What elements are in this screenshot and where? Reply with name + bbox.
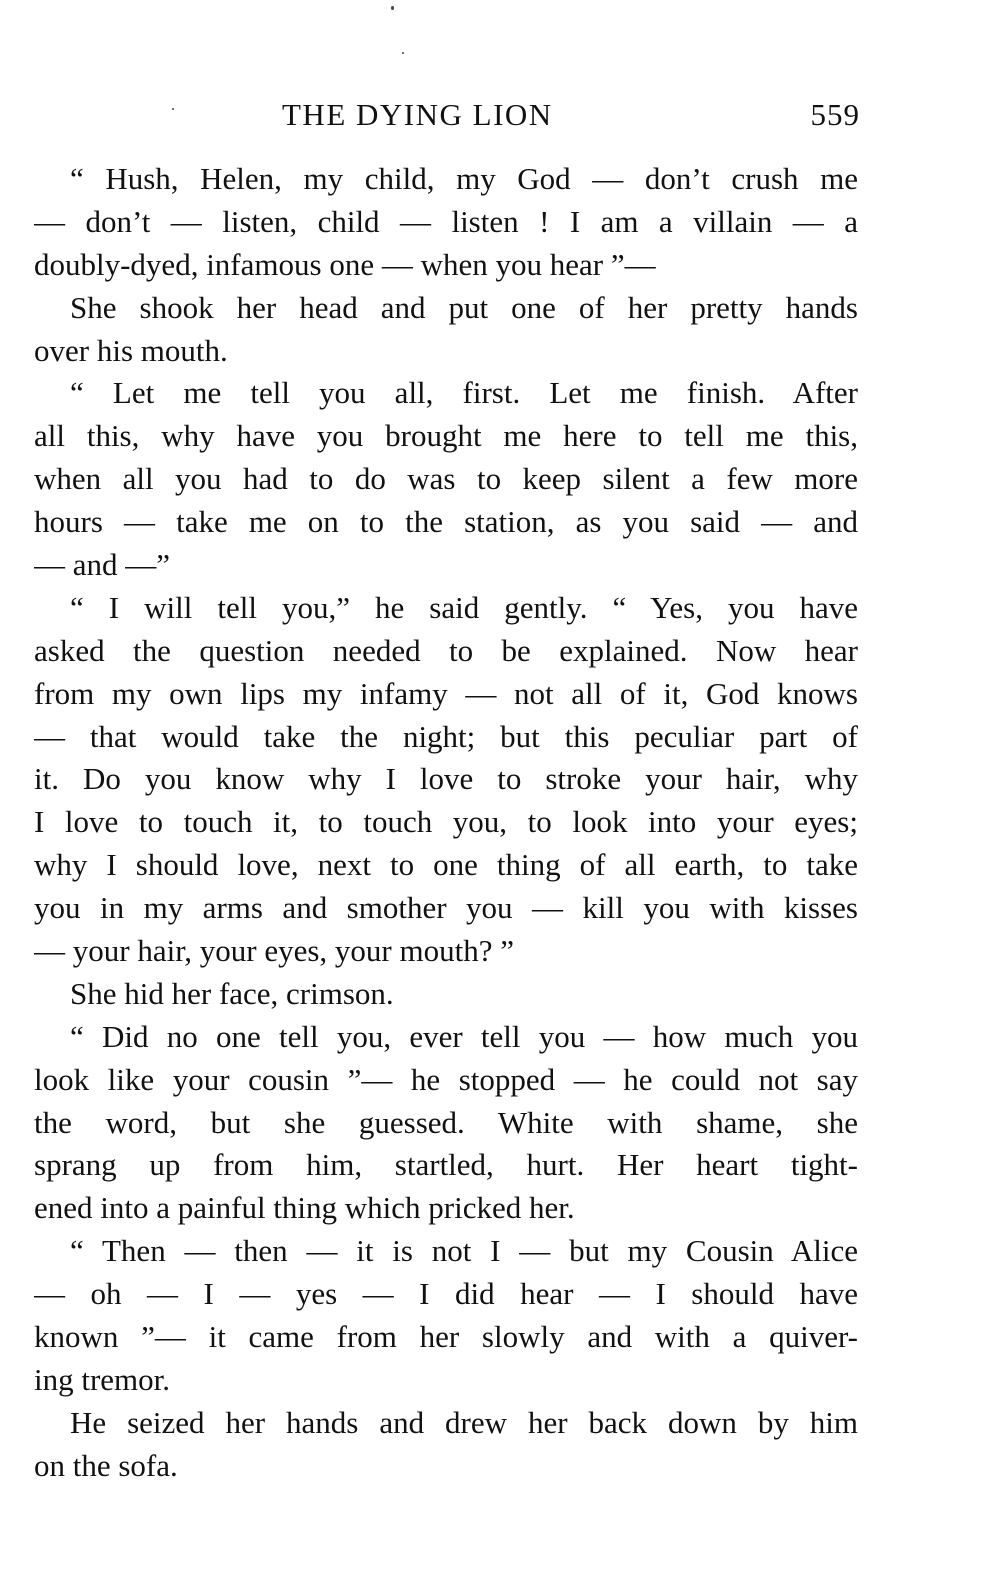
text-line: all this, why have you brought me here to tell me this,	[34, 418, 858, 454]
text-line: — oh — I — yes — I did hear — I should have	[34, 1276, 858, 1312]
text-line: hours — take me on to the station, as you said — and	[34, 504, 858, 540]
text-line: you in my arms and smother you — kill you with kisses	[34, 890, 858, 926]
text-line: when all you had to do was to keep silent a few more	[34, 461, 858, 497]
text-line: I love to touch it, to touch you, to look into your eyes;	[34, 804, 858, 840]
text-line: She shook her head and put one of her pretty hands	[70, 289, 858, 325]
text-line: it. Do you know why I love to stroke your hair, why	[34, 761, 858, 797]
text-line: “ Hush, Helen, my child, my God — don’t crush me	[70, 161, 858, 196]
text-line: why I should love, next to one thing of all earth, to take	[34, 847, 858, 883]
text-line: from my own lips my infamy — not all of it, God knows	[34, 675, 858, 711]
text-line: “ Then — then — it is not I — but my Cousin Alice	[70, 1233, 858, 1269]
text-line: He seized her hands and drew her back down by him	[70, 1404, 858, 1440]
text-line: the word, but she guessed. White with shame, she	[34, 1104, 858, 1140]
text-line: look like your cousin ”— he stopped — he could not say	[34, 1061, 858, 1097]
text-line: known ”— it came from her slowly and with a quiver-	[34, 1319, 858, 1355]
text-line: “ Did no one tell you, ever tell you — how much you	[70, 1018, 858, 1054]
running-head: THE DYING LION	[282, 97, 553, 132]
text-line: — your hair, your eyes, your mouth? ”	[34, 933, 515, 969]
text-line: “ I will tell you,” he said gently. “ Yes, you have	[70, 589, 858, 625]
text-line: She hid her face, crimson.	[70, 975, 394, 1011]
page-header	[34, 92, 860, 138]
text-line: ing tremor.	[34, 1361, 171, 1397]
text-line: doubly-dyed, infamous one — when you hear ”—	[34, 246, 656, 282]
text-line: on the sofa.	[34, 1447, 178, 1483]
text-line: “ Let me tell you all, first. Let me finish. After	[70, 375, 858, 411]
text-line: — and —”	[34, 547, 171, 583]
text-line: over his mouth.	[34, 332, 228, 368]
print-speck	[402, 52, 404, 54]
body-text	[34, 158, 858, 1488]
text-line: — that would take the night; but this peculiar part of	[34, 718, 858, 754]
print-speck	[391, 6, 394, 10]
text-line: — don’t — listen, child — listen ! I am a villain — a	[34, 203, 858, 239]
text-line: asked the question needed to be explained. Now hear	[34, 632, 858, 668]
page-number: 559	[810, 97, 860, 132]
text-line: sprang up from him, startled, hurt. Her heart tight-	[34, 1147, 858, 1183]
text-line: ened into a painful thing which pricked her.	[34, 1190, 575, 1226]
